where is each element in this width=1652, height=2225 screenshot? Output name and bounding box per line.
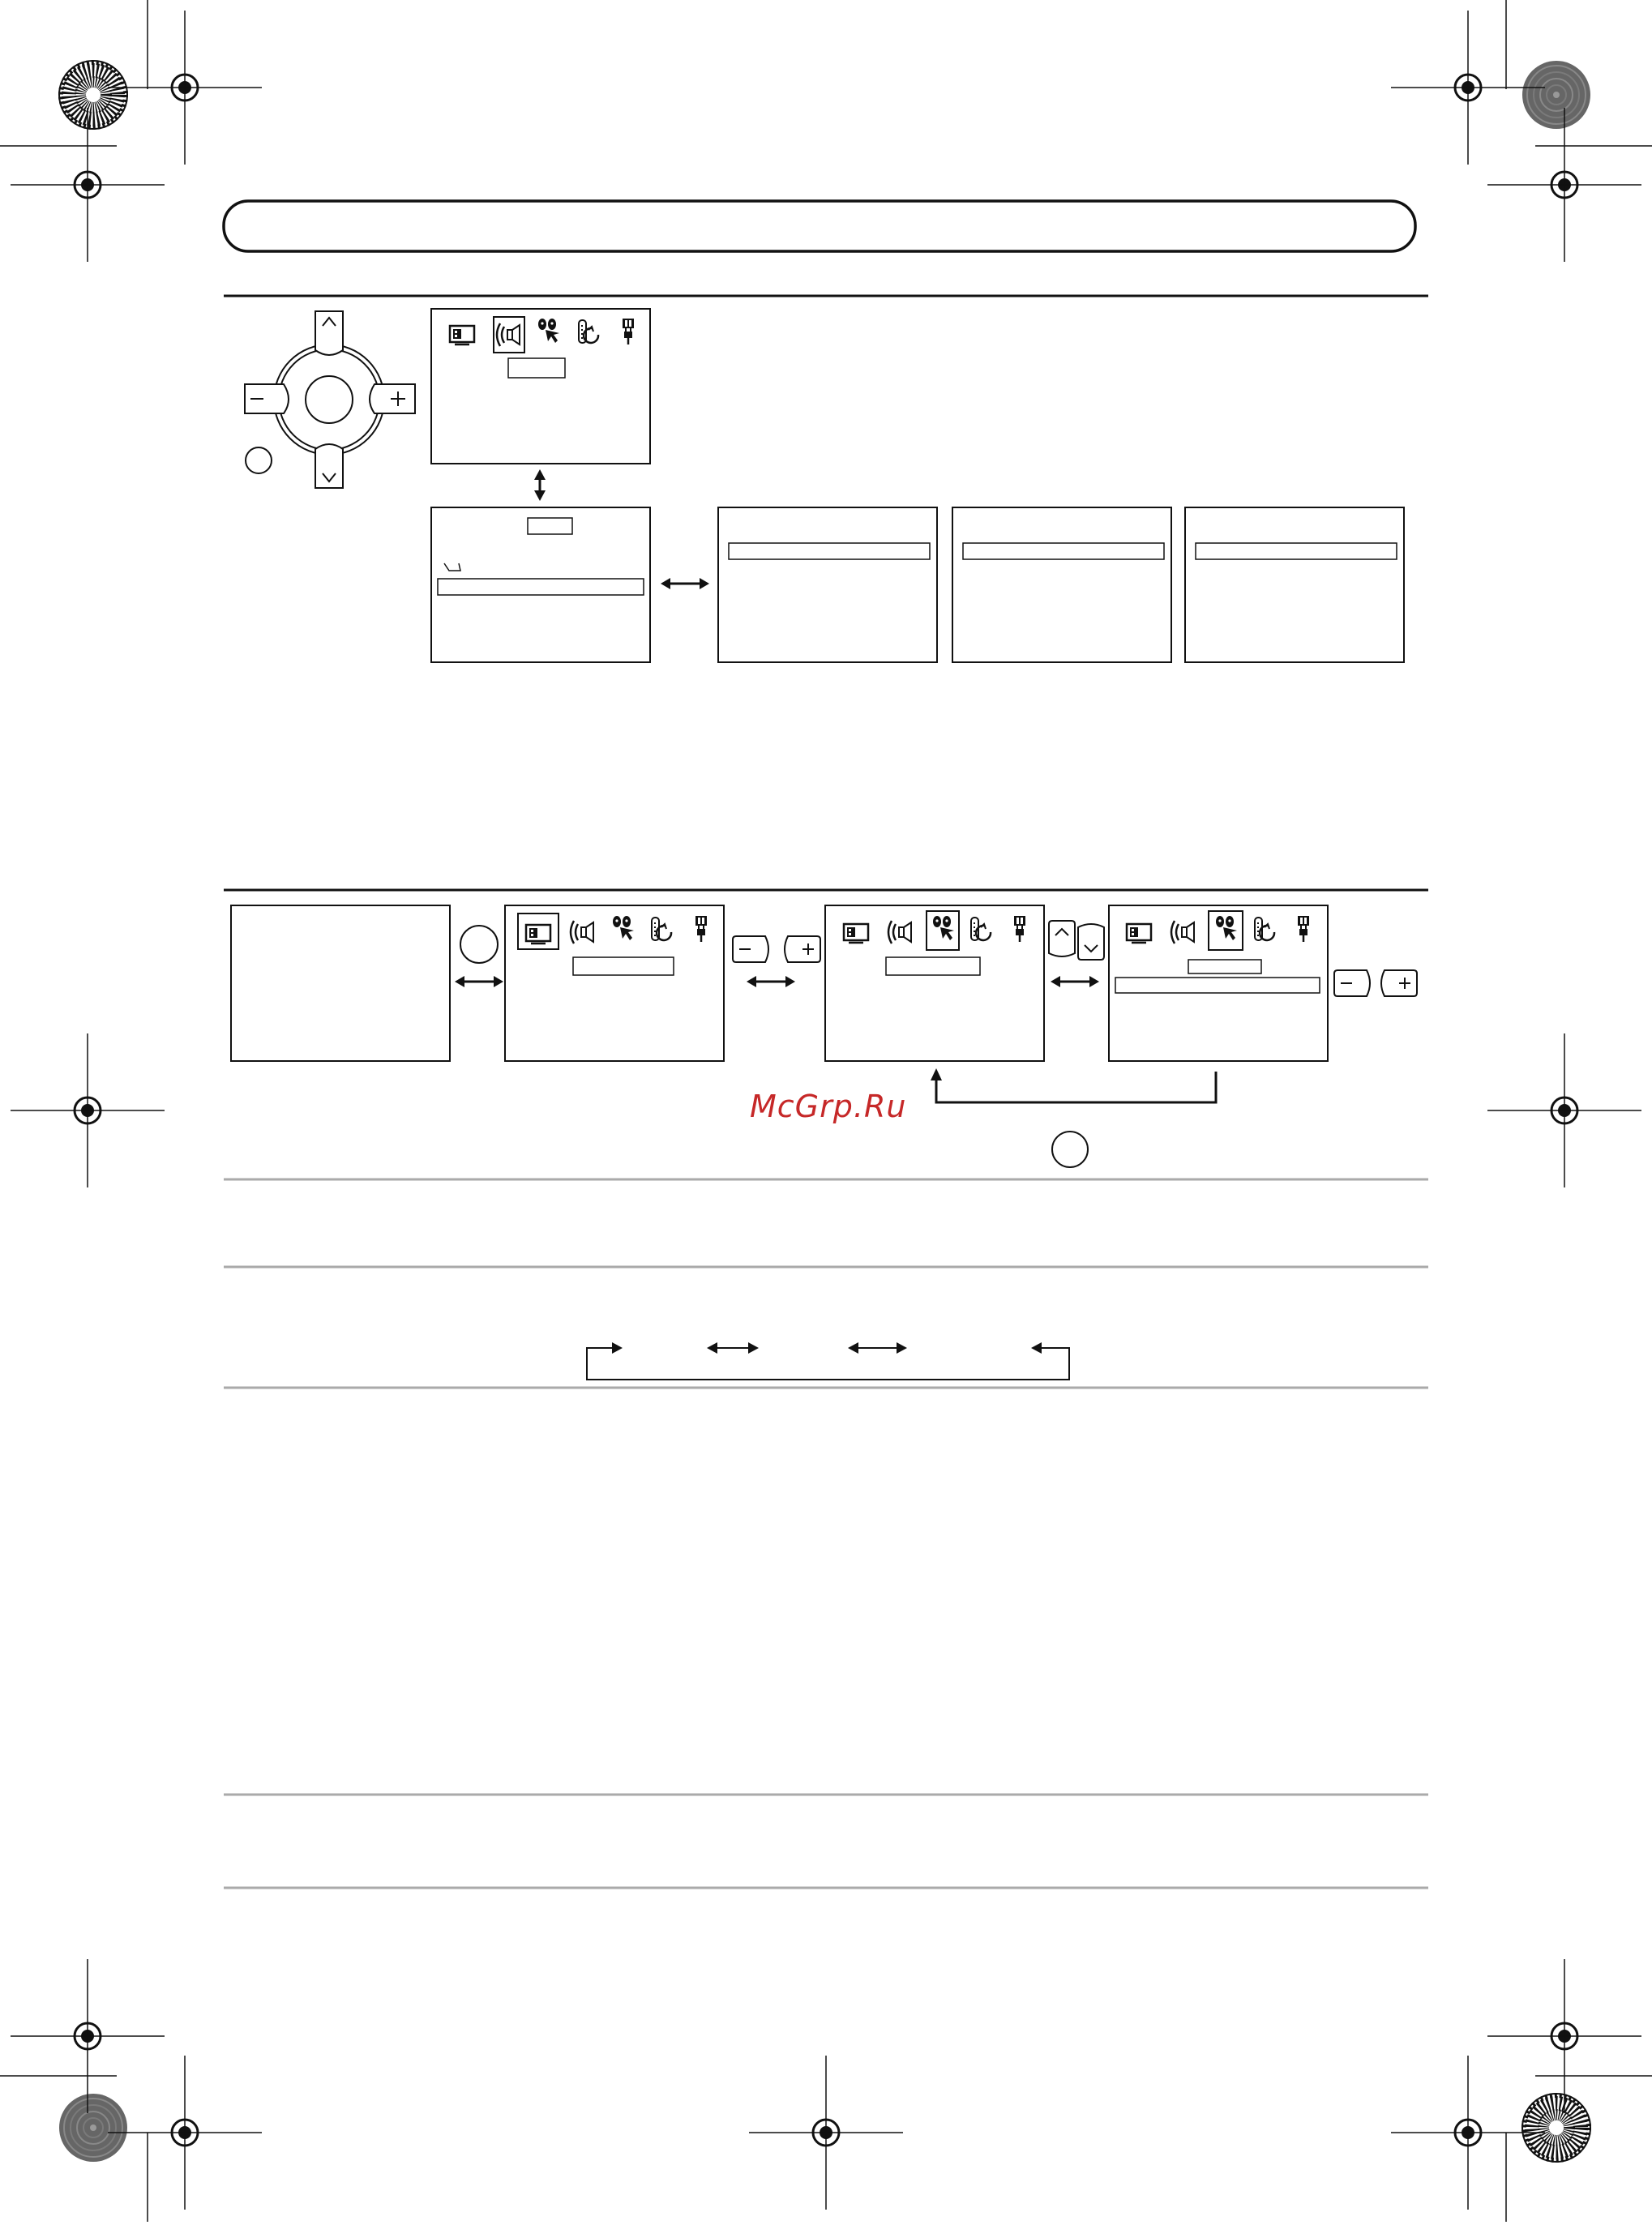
picture-icon [844,924,868,943]
up-arrow-icon [315,311,343,355]
highlight-bar [1115,978,1320,993]
sound-submenu-screen [431,507,650,662]
connection-icon [1014,916,1025,942]
menu-title-box [573,957,674,975]
stereo-icon [444,563,460,571]
sound-icon [1171,921,1194,943]
down-arrow-icon [315,444,343,488]
connection-icon [695,916,707,942]
highlight-bar [438,579,644,595]
plus-button-icon [785,936,820,962]
double-arrow-horizontal [1051,976,1099,987]
plus-button-icon [1381,970,1417,996]
ok-button-icon [1052,1132,1088,1167]
minus-icon [245,384,289,413]
picture-icon [450,326,474,344]
plus-icon [370,384,415,413]
highlight-bar [1196,543,1397,559]
features-icon [933,916,954,940]
features-icon [613,916,634,940]
installation-icon [652,918,671,940]
option-screen [1185,507,1404,662]
cycle-arrows [586,1342,1070,1380]
return-arrow [931,1068,1216,1102]
installation-icon [1255,918,1274,940]
double-arrow-vertical [534,469,546,501]
highlight-bar [729,543,930,559]
menu-title-box [886,957,980,975]
connection-icon [623,319,634,344]
option-screen [718,507,937,662]
registration-mark-icon [11,1033,165,1187]
double-arrow-horizontal [747,976,795,987]
highlight-bar [963,543,1164,559]
tv-screen-blank [231,905,450,1061]
header-title-bar [224,201,1415,251]
features-icon [1216,916,1237,940]
registration-mark-icon [1487,1033,1641,1187]
sunburst-mark-icon [1522,2094,1590,2162]
registration-mark-icon [1487,1959,1641,2113]
menu-title-box [1188,960,1261,973]
registration-mark-icon [1391,11,1545,165]
picture-icon [1127,924,1151,943]
picture-icon [526,925,550,943]
sound-icon [571,921,593,943]
ok-icon [246,447,272,473]
registration-mark-icon [108,2056,262,2210]
installation-icon [579,320,598,343]
sound-icon [888,921,911,943]
registration-mark-icon [108,11,262,165]
registration-mark-icon [1487,108,1641,262]
menu-button-icon [460,926,498,963]
watermark-text: McGrp.Ru [750,1089,907,1124]
sunburst-mark-icon [59,61,127,129]
down-button-icon [1078,924,1104,960]
double-arrow-horizontal [455,976,503,987]
gray-target-mark-icon [1522,61,1590,129]
minus-button-icon [733,936,768,962]
registration-mark-icon [11,1959,165,2113]
gray-target-mark-icon [59,2094,127,2162]
registration-mark-icon [1391,2056,1545,2210]
up-button-icon [1049,921,1075,956]
remote-nav-pad [245,311,415,488]
submenu-title-box [528,518,572,534]
connection-icon [1298,916,1309,942]
installation-icon [971,918,991,940]
menu-screen-features [825,905,1044,1061]
menu-title-box [508,358,565,378]
option-screen [952,507,1171,662]
menu-screen-features-item [1109,905,1328,1061]
double-arrow-horizontal [661,578,709,589]
menu-screen-top [431,309,650,464]
menu-screen-picture [505,905,724,1061]
registration-mark-icon [749,2056,903,2210]
registration-mark-icon [11,108,165,262]
sound-icon [497,323,520,346]
features-icon [538,319,559,343]
minus-button-icon [1334,970,1370,996]
